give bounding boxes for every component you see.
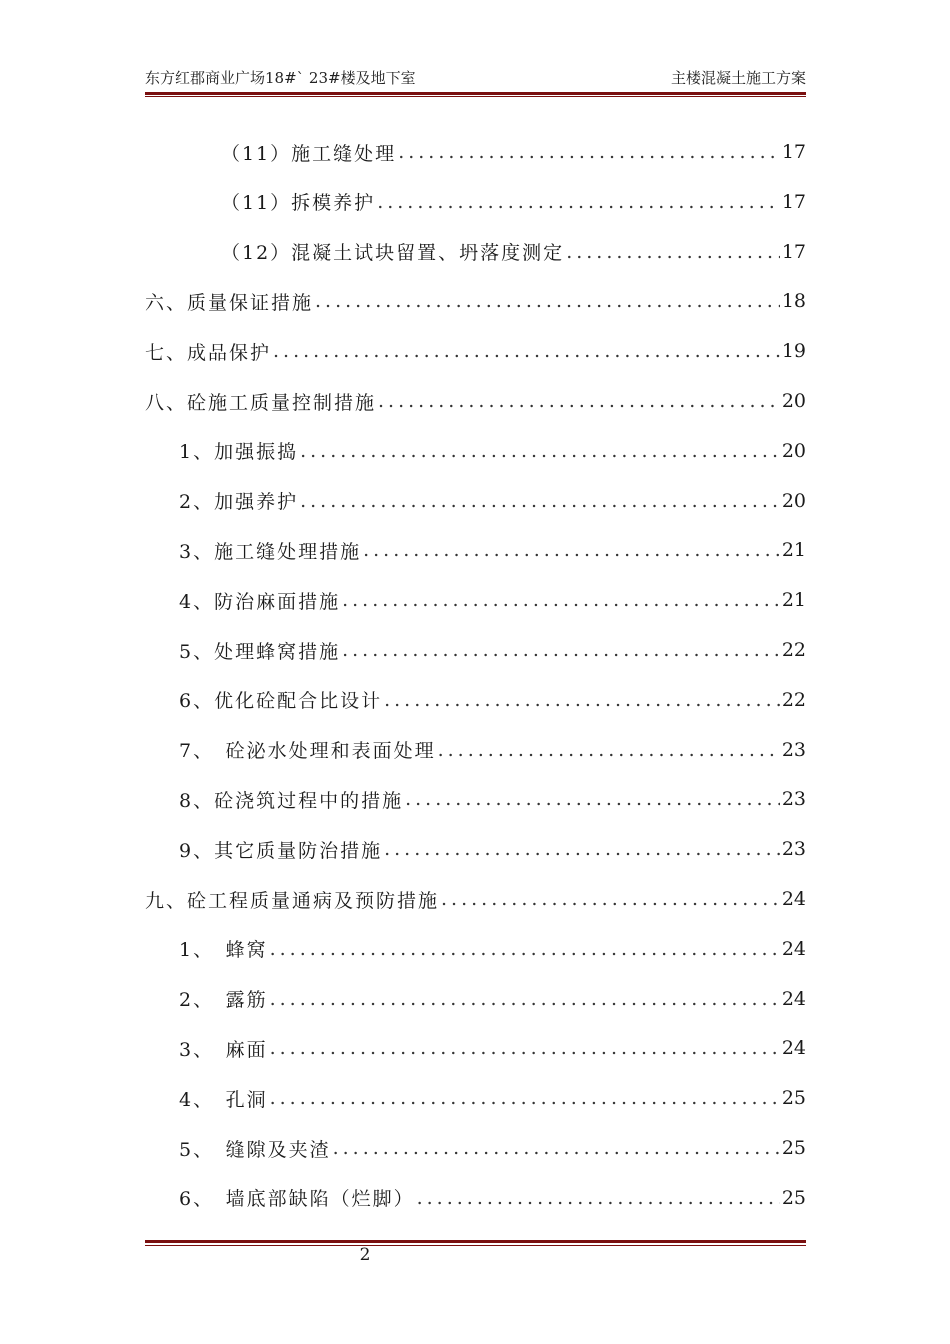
toc-entry[interactable] <box>145 1124 806 1172</box>
page-number: 2 <box>359 1245 371 1265</box>
toc-entry-leader <box>342 639 780 661</box>
toc-entry-leader <box>270 938 780 960</box>
toc-entry-label: 6、 墙底部缺陷（烂脚） <box>179 1188 415 1211</box>
toc-entry[interactable] <box>145 427 806 475</box>
toc-entry-label: 六、质量保证措施 <box>145 291 314 314</box>
toc-entry-page: 23 <box>781 838 806 861</box>
toc-entry[interactable] <box>145 228 806 276</box>
toc-entry-leader <box>398 141 780 163</box>
toc-entry-leader <box>363 539 780 561</box>
toc-entry-page: 18 <box>781 290 806 313</box>
toc-entry-page: 21 <box>781 589 806 612</box>
toc-entry-page: 21 <box>781 539 806 562</box>
header-document-title: 主楼混凝土施工方案 <box>670 69 806 87</box>
toc-entry-page: 17 <box>781 240 806 263</box>
toc-entry-label: 5、处理蜂窝措施 <box>179 640 341 663</box>
toc-entry[interactable] <box>145 775 806 823</box>
toc-entry-leader <box>270 988 780 1010</box>
toc-entry-label: 9、其它质量防治措施 <box>179 839 383 862</box>
toc-entry-label: 8、砼浇筑过程中的措施 <box>179 789 404 812</box>
toc-entry-label: （11）施工缝处理 <box>221 142 397 165</box>
toc-entry-page: 19 <box>781 340 806 363</box>
toc-entry-leader <box>333 1137 780 1159</box>
toc-entry[interactable] <box>145 576 806 624</box>
toc-entry-page: 22 <box>781 688 806 711</box>
toc-entry-leader <box>384 689 780 711</box>
toc-entry-page: 24 <box>781 937 806 960</box>
footer-rule-thin <box>145 1245 806 1246</box>
toc-entry-label: 八、砼施工质量控制措施 <box>145 391 377 414</box>
toc-entry[interactable] <box>145 327 806 375</box>
toc-entry[interactable] <box>145 875 806 923</box>
toc-entry-page: 17 <box>781 190 806 213</box>
toc-entry-leader <box>300 440 780 462</box>
footer-rule <box>145 1240 806 1243</box>
toc-entry-page: 25 <box>781 1087 806 1110</box>
toc-entry-page: 24 <box>781 1037 806 1060</box>
toc-entry[interactable] <box>145 1024 806 1072</box>
toc-entry[interactable] <box>145 925 806 973</box>
toc-entry-leader <box>438 739 780 761</box>
toc-entry-label: （12）混凝土试块留置、坍落度测定 <box>221 242 565 265</box>
toc-entry[interactable] <box>145 1174 806 1222</box>
toc-entry-label: 5、 缝隙及夹渣 <box>179 1138 331 1161</box>
toc-entry-page: 20 <box>781 489 806 512</box>
toc-entry-page: 23 <box>781 738 806 761</box>
header-project-title: 东方红郡商业广场18#` 23#楼及地下室 <box>145 69 416 87</box>
toc-entry-page: 17 <box>781 141 806 163</box>
toc-entry-page: 20 <box>781 390 806 412</box>
toc-entry[interactable] <box>145 277 806 325</box>
toc-entry-page: 24 <box>781 987 806 1010</box>
toc-entry-label: 2、加强养护 <box>179 491 299 514</box>
toc-entry-leader <box>405 788 780 810</box>
toc-entry-page: 24 <box>781 888 806 910</box>
toc-entry-leader <box>377 191 780 213</box>
toc-entry-page: 23 <box>781 788 806 811</box>
toc-entry-page: 20 <box>781 439 806 462</box>
header-rule <box>145 92 806 95</box>
header-rule-thin <box>145 96 806 97</box>
toc-entry-leader <box>273 340 780 362</box>
toc-entry-leader <box>300 490 780 512</box>
toc-entry-label: 2、 露筋 <box>179 989 268 1012</box>
page-header <box>145 66 806 90</box>
toc-entry-label: 7、 砼泌水处理和表面处理 <box>179 740 436 763</box>
toc-entry-label: 3、施工缝处理措施 <box>179 540 362 563</box>
toc-entry-leader <box>417 1187 780 1209</box>
toc-entry[interactable] <box>145 726 806 774</box>
toc-entry[interactable] <box>145 1074 806 1122</box>
toc-entry-leader <box>384 838 780 860</box>
toc-entry-leader <box>378 390 780 412</box>
toc-entry-label: 4、防治麻面措施 <box>179 590 341 613</box>
toc-entry-label: 4、 孔洞 <box>179 1088 268 1111</box>
toc-entry-page: 22 <box>781 639 806 661</box>
toc-entry-page: 25 <box>781 1186 806 1209</box>
toc-entry[interactable] <box>145 128 806 176</box>
toc-entry-leader <box>315 290 780 312</box>
toc-entry-page: 25 <box>781 1137 806 1159</box>
toc-entry[interactable] <box>145 377 806 425</box>
toc-entry[interactable] <box>145 975 806 1023</box>
toc-entry[interactable] <box>145 477 806 525</box>
toc-entry-label: 九、砼工程质量通病及预防措施 <box>145 889 440 912</box>
toc-entry-label: 1、加强振捣 <box>179 441 299 464</box>
toc-entry-leader <box>270 1087 780 1109</box>
toc-entry-leader <box>441 888 780 910</box>
toc-entry[interactable] <box>145 676 806 724</box>
toc-entry-leader <box>270 1037 780 1059</box>
toc-entry-label: 七、成品保护 <box>145 341 272 364</box>
toc-entry-leader <box>342 589 780 611</box>
toc-entry-label: （11）拆模养护 <box>221 192 376 215</box>
toc-entry[interactable] <box>145 178 806 226</box>
toc-entry-leader <box>566 241 780 263</box>
toc-entry-label: 1、 蜂窝 <box>179 939 268 962</box>
toc-entry[interactable] <box>145 626 806 674</box>
toc-entry-label: 3、 麻面 <box>179 1038 268 1061</box>
toc-entry[interactable] <box>145 825 806 873</box>
toc-entry[interactable] <box>145 526 806 574</box>
toc-entry-label: 6、优化砼配合比设计 <box>179 690 383 713</box>
